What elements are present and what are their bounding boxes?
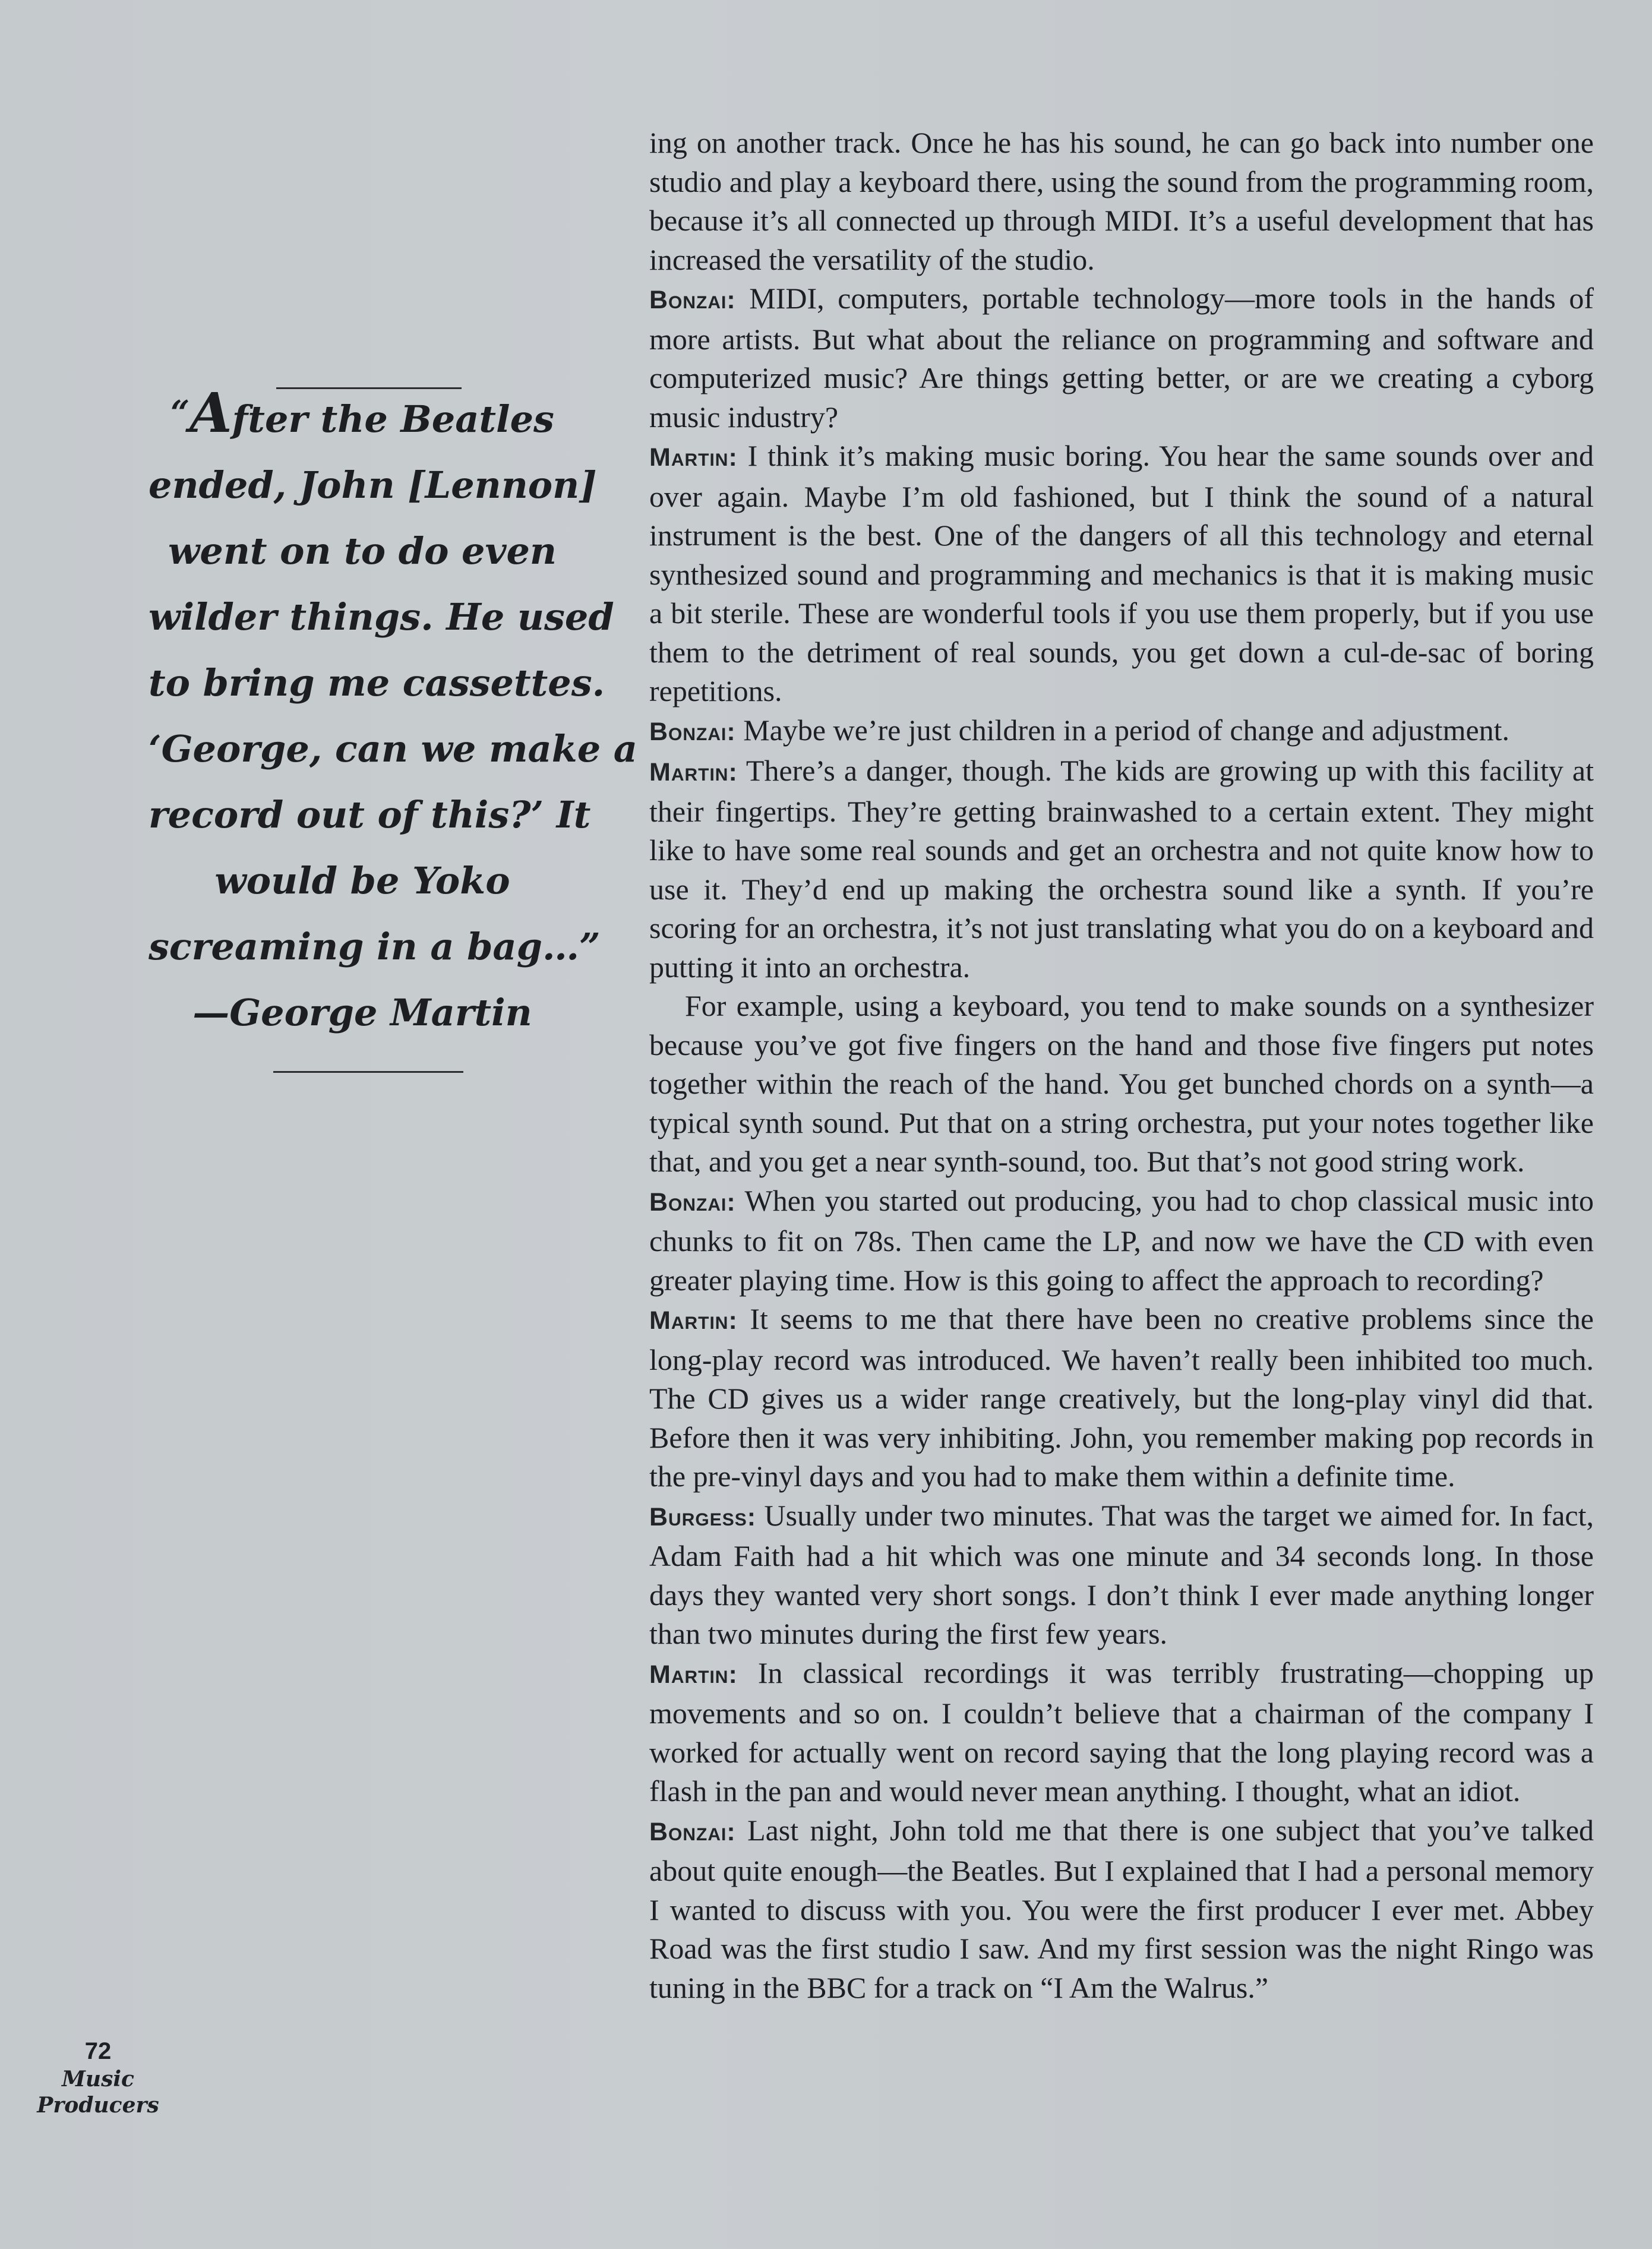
pull-quote (149, 380, 637, 1045)
paragraph-text: There’s a danger, though. The kids are growing up with this facility at their fingertips. They’re getting brainwashed to a certain extent. They might like to have some real sounds and get an orchestra and not quite know how to use it. They’d end up making the orchestra sound like a synth. If you’re scoring for an orchestra, it’s not just translating what you do on a keyboard and putting it into an orchestra. (649, 754, 1594, 984)
pull-quote-bottom-rule (273, 1071, 463, 1073)
running-title-line: Music (62, 2067, 134, 2092)
paragraph-text: Usually under two minutes. That was the target we aimed for. In fact, Adam Faith had a hit which was one minute and 34 seconds long. In those days they wanted very short songs. I don’t think I ever made anything longer than two minutes during the first few years. (649, 1498, 1594, 1650)
paragraph (649, 987, 1594, 1182)
paragraph-text: In classical recordings it was terribly frustrating—chopping up movements and so on. I couldn’t believe that a chairman of the company I worked for actually went on record saying that the long playing record was a flash in the pan and would never mean anything. I thought, what an idiot. (649, 1656, 1594, 1808)
speaker-label: Bonzai: (649, 1187, 736, 1217)
speaker-label: Bonzai: (649, 717, 736, 746)
pull-quote-line (149, 380, 576, 452)
interview-text-column (649, 124, 1594, 2007)
speaker-label: Bonzai: (649, 286, 736, 314)
speaker-label: Martin: (649, 1660, 738, 1689)
paragraph-text: ing on another track. Once he has his sound, he can go back into number one studio and play a keyboard there, using the sound from the programming room, because it’s all connected up through MIDI. It’s a useful development that has increased the versatility of the studio. (649, 126, 1594, 276)
pull-quote-initial: A (189, 381, 232, 445)
pull-quote-attribution: —George Martin (192, 991, 532, 1034)
paragraph (649, 1496, 1594, 1654)
pull-quote-line: ‘George, can we make a (149, 727, 637, 770)
speaker-label: Burgess: (649, 1502, 757, 1531)
paragraph (649, 1300, 1594, 1496)
paragraph (649, 124, 1594, 279)
paragraph (649, 1182, 1594, 1300)
speaker-label: Martin: (649, 1306, 738, 1335)
pull-quote-line: to bring me cassettes. (149, 661, 605, 705)
running-title-line: Producers (37, 2093, 159, 2118)
pull-quote-open-mark: “ (170, 393, 190, 432)
paragraph-text: Maybe we’re just children in a period of change and adjustment. (743, 713, 1510, 747)
paragraph-text: MIDI, computers, portable technology—more tools in the hands of more artists. But what about the reliance on programming and software and computerized music? Are things getting better, or are we creating a cyborg music industry? (649, 282, 1594, 434)
speaker-label: Martin: (649, 758, 738, 786)
paragraph (649, 751, 1594, 987)
paragraph-text: It seems to me that there have been no creative problems since the long-play record was introduced. We haven’t really been inhibited too much. The CD gives us a wider range creatively, but the long-play vinyl did that. Before then it was very inhibiting. John, you remember making pop records in the pre-vinyl days and you had to make them within a definite time. (649, 1302, 1594, 1493)
paragraph (649, 1811, 1594, 2008)
page-folio (36, 2036, 160, 2118)
pull-quote-line: record out of this?’ It (149, 793, 591, 836)
speaker-label: Bonzai: (649, 1817, 736, 1846)
paragraph (649, 437, 1594, 711)
speaker-label: Martin: (649, 443, 738, 472)
paragraph-text: I think it’s making music boring. You hear the same sounds over and over again. Maybe I’m old fashioned, but I think the sound of a natural instrument is the best. One of the dangers of all this technology and eternal synthesized sound and programming and mechanics is that it is making music a bit sterile. These are wonderful tools if you use them properly, but if you use them to the detriment of real sounds, you get down a cul-de-sac of boring repetitions. (649, 439, 1594, 707)
pull-quote-line: screaming in a bag…” (149, 925, 601, 968)
paragraph (649, 711, 1594, 752)
paragraph (649, 279, 1594, 437)
paragraph-text: For example, using a keyboard, you tend to make sounds on a synthesizer because you’ve got five fingers on the hand and those five fingers put notes together within the reach of the hand. You get bunched chords on a synth—a typical synth sound. Put that on a string orchestra, put your notes together like that, and you get a near synth-sound, too. But that’s not good string work. (649, 989, 1594, 1178)
paragraph-text: When you started out producing, you had to chop classical music into chunks to fit on 78s. Then came the LP, and now we have the CD with even greater playing time. How is this going to affect the approach to recording? (649, 1183, 1594, 1297)
pull-quote-line: would be Yoko (214, 859, 510, 902)
paragraph-text: Last night, John told me that there is one subject that you’ve talked about quite enough—the Beatles. But I explained that I had a personal memory I wanted to discuss with you. You were the first producer I ever met. Abbey Road was the first studio I saw. And my first session was the night Ringo was tuning in the BBC for a track on “I Am the Walrus.” (649, 1813, 1594, 2004)
pull-quote-line: wilder things. He used (149, 595, 614, 639)
pull-quote-line: ended, John [Lennon] (149, 463, 597, 507)
paragraph (649, 1654, 1594, 1811)
pull-quote-line: went on to do even (168, 529, 557, 573)
pull-quote-line-text: fter the Beatles (232, 397, 554, 441)
page-number: 72 (84, 2038, 112, 2064)
